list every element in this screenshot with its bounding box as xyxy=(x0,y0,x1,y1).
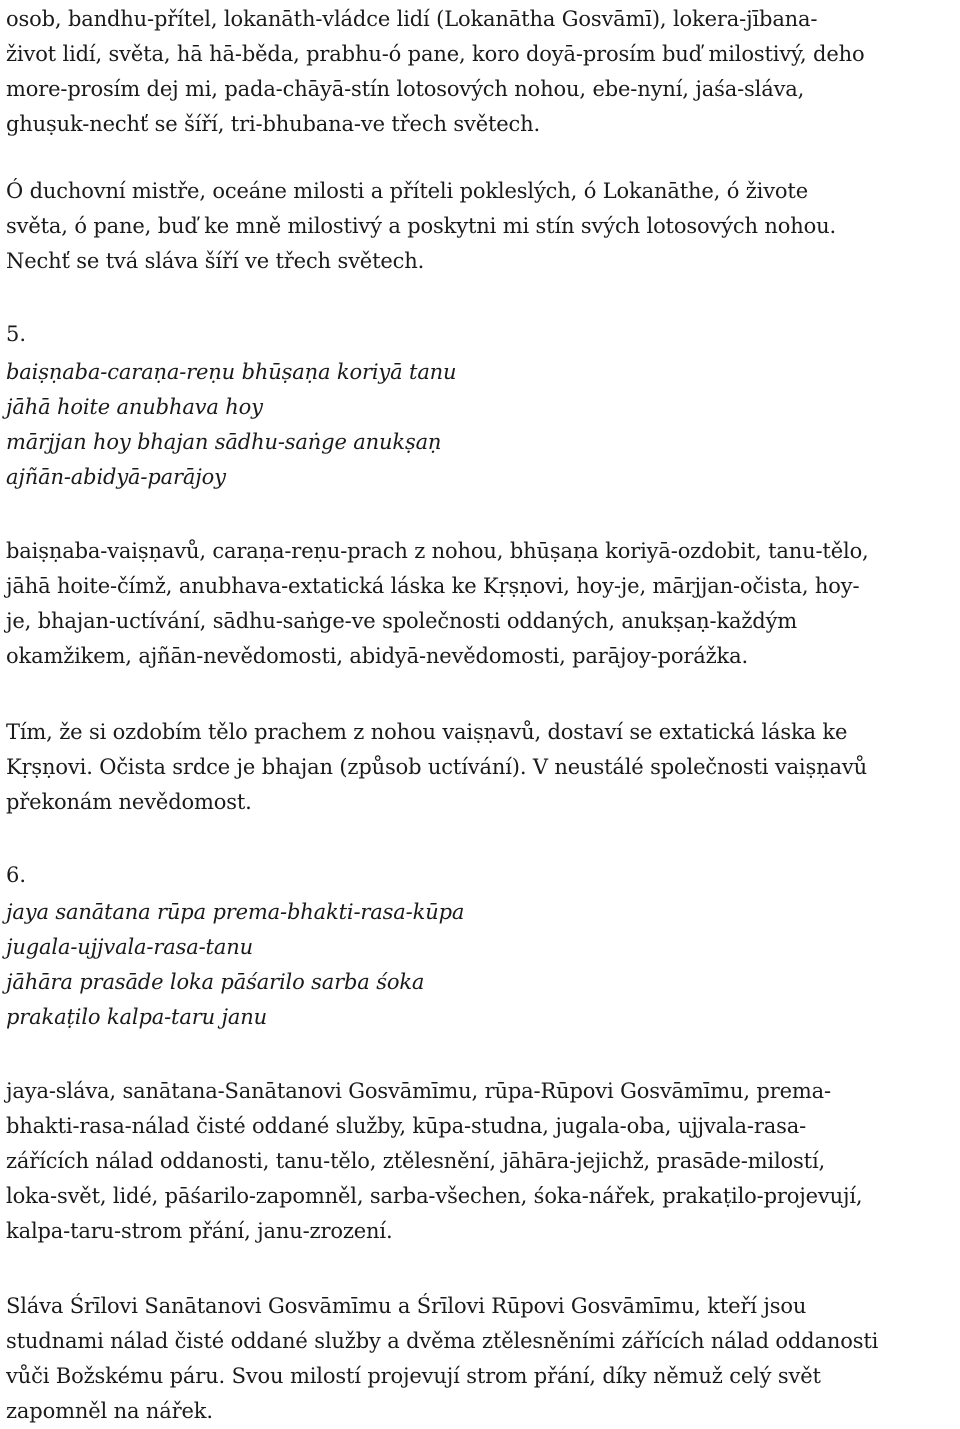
text-line: je, bhajan-uctívání, sādhu-saṅge-ve společnosti oddaných, anukṣaṇ-každým xyxy=(6,609,798,633)
text-line: světa, ó pane, buď ke mně milostivý a poskytni mi stín svých lotosových nohou. xyxy=(6,214,837,238)
text-line: zářících nálad oddanosti, tanu-tělo, ztělesnění, jāhāra-jejichž, prasāde-milostí, xyxy=(6,1149,826,1173)
text-line: překonám nevědomost. xyxy=(6,790,252,814)
verse-line: baiṣṇaba-caraṇa-reṇu bhūṣaṇa koriyā tanu xyxy=(6,360,457,384)
verse-5 xyxy=(6,355,456,495)
translation-5 xyxy=(6,715,867,820)
text-line: studnami nálad čisté oddané služby a dvěma ztělesněními zářících nálad oddanosti xyxy=(6,1329,879,1353)
verse-number-5: 5. xyxy=(6,322,27,346)
translation-4 xyxy=(6,174,836,279)
text-line: život lidí, světa, hā hā-běda, prabhu-ó pane, koro doyā-prosím buď milostivý, deho xyxy=(6,42,865,66)
text-line: bhakti-rasa-nálad čisté oddané služby, kūpa-studna, jugala-oba, ujjvala-rasa- xyxy=(6,1114,807,1138)
text-line: loka-svět, lidé, pāśarilo-zapomněl, sarba-všechen, śoka-nářek, prakaṭilo-projevují, xyxy=(6,1184,863,1208)
text-line: Sláva Śrīlovi Sanātanovi Gosvāmīmu a Śrīlovi Rūpovi Gosvāmīmu, kteří jsou xyxy=(6,1294,807,1318)
verse-line: prakaṭilo kalpa-taru janu xyxy=(6,1005,267,1029)
word-for-word-5 xyxy=(6,534,869,674)
verse-line: ajñān-abidyā-parājoy xyxy=(6,465,226,489)
verse-6 xyxy=(6,895,464,1035)
text-line: more-prosím dej mi, pada-chāyā-stín lotosových nohou, ebe-nyní, jaśa-sláva, xyxy=(6,77,805,101)
verse-line: mārjjan hoy bhajan sādhu-saṅge anukṣaṇ xyxy=(6,430,442,454)
verse-line: jāhāra prasāde loka pāśarilo sarba śoka xyxy=(6,970,425,994)
translation-6 xyxy=(6,1289,878,1429)
text-line: kalpa-taru-strom přání, janu-zrození. xyxy=(6,1219,393,1243)
text-line: okamžikem, ajñān-nevědomosti, abidyā-nevědomosti, parājoy-porážka. xyxy=(6,644,748,668)
text-line: jāhā hoite-čímž, anubhava-extatická láska ke Kṛṣṇovi, hoy-je, mārjjan-očista, hoy- xyxy=(6,574,860,598)
text-line: Ó duchovní mistře, oceáne milosti a příteli pokleslých, ó Lokanāthe, ó živote xyxy=(6,179,808,203)
text-line: ghuṣuk-nechť se šíří, tri-bhubana-ve třech světech. xyxy=(6,112,541,136)
verse-line: jāhā hoite anubhava hoy xyxy=(6,395,263,419)
text-line: osob, bandhu-přítel, lokanāth-vládce lidí (Lokanātha Gosvāmī), lokera-jībana- xyxy=(6,7,818,31)
text-line: Nechť se tvá sláva šíří ve třech světech. xyxy=(6,249,425,273)
text-line: Tím, že si ozdobím tělo prachem z nohou vaiṣṇavů, dostaví se extatická láska ke xyxy=(6,720,848,744)
verse-line: jugala-ujjvala-rasa-tanu xyxy=(6,935,253,959)
verse-line: jaya sanātana rūpa prema-bhakti-rasa-kūpa xyxy=(6,900,465,924)
verse-number-6: 6. xyxy=(6,863,27,887)
text-line: jaya-sláva, sanātana-Sanātanovi Gosvāmīmu, rūpa-Rūpovi Gosvāmīmu, prema- xyxy=(6,1079,831,1103)
text-line: Kṛṣṇovi. Očista srdce je bhajan (způsob uctívání). V neustálé společnosti vaiṣṇavů xyxy=(6,755,867,779)
word-for-word-6 xyxy=(6,1074,862,1249)
text-line: vůči Božskému páru. Svou milostí projevují strom přání, díky němuž celý svět xyxy=(6,1364,821,1388)
text-line: baiṣṇaba-vaiṣṇavů, caraṇa-reṇu-prach z nohou, bhūṣaṇa koriyā-ozdobit, tanu-tělo, xyxy=(6,539,869,563)
word-for-word-4 xyxy=(6,2,864,142)
text-line: zapomněl na nářek. xyxy=(6,1399,213,1423)
